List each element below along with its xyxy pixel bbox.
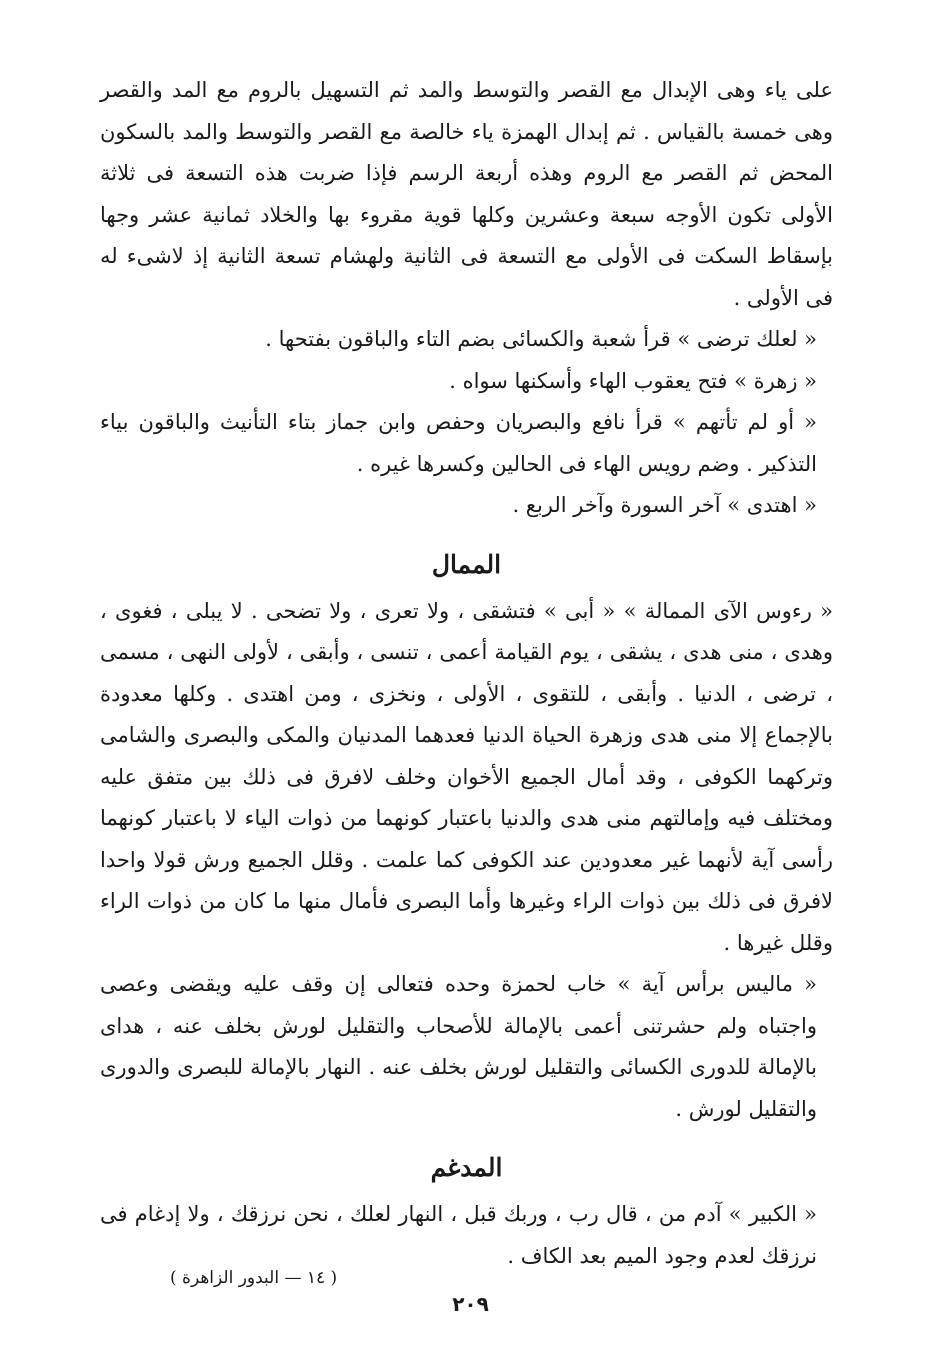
section-heading-mudgham: المدغم — [430, 1153, 503, 1182]
paragraph-malays: « ماليس برأس آية » خاب لحمزة وحده فتعالى إن وقف عليه ويقضى وعصى واجتباه ولم حشرتنى أعمى بالإمالة للأصحاب والتقليل لورش بخلف عنه ، هداى بالإمالة للدورى الكسائى والتقليل لورش بخلف عنه . النهار بالإمالة للبصرى والدورى والتقليل لورش . — [100, 972, 817, 1121]
paragraph-intro: على ياء وهى الإبدال مع القصر والتوسط والمد ثم التسهيل بالروم مع المد والقصر وهى خمسة بالقياس . ثم إبدال الهمزة ياء خالصة مع القصر والتوسط والمد بالسكون المحض ثم القصر مع الروم وهذه أربعة الرسم فإذا ضربت هذه التسعة فى ثلاثة الأولى تكون الأوجه سبعة وعشرين وكلها قوية مقروء بها والخلاد ثمانية عشر وجها بإسقاط السكت فى الأولى مع التسعة فى الثانية ولهشام تسعة الثانية إذ لاشىء له فى الأولى . — [100, 78, 833, 310]
paragraph-awlam: « أو لم تأتهم » قرأ نافع والبصريان وحفص وابن جماز بتاء التأنيث والباقون بياء التذكير . وضم رويس الهاء فى الحالين وكسرها غيره . — [100, 410, 818, 476]
paragraph-kabir: « الكبير » آدم من ، قال رب ، وربك قبل ، النهار لعلك ، نحن نرزقك ، ولا إدغام فى نرزقك لعدم وجود الميم بعد الكاف . — [100, 1202, 817, 1268]
footer-signature: ( ١٤ — البدور الزاهرة ) — [170, 1268, 338, 1288]
paragraph-ihtada: « اهتدى » آخر السورة وآخر الربع . — [512, 493, 817, 517]
paragraph-zahra: « زهرة » فتح يعقوب الهاء وأسكنها سواه . — [449, 368, 817, 393]
paragraph-ruus-alay: « رءوس الآى الممالة » « أبى » فتشقى ، ولا تعرى ، ولا تضحى . لا يبلى ، فغوى ، وهدى ، منى هدى ، يشقى ، يوم القيامة أعمى ، تنسى ، وأبقى ، لأولى النهى ، مسمى ، ترضى ، الدنيا . وأبقى ، للتقوى ، الأولى ، ونخزى ، ومن اهتدى . وكلها معدودة بالإجماع إلا منى هدى وزهرة الحياة الدنيا فعدهما المدنيان والمكى والبصرى والشامى وتركهما الكوفى ، وقد أمال الجميع الأخوان وخلف لافرق فى ذلك بين متفق عليه ومختلف فيه وإمالتهم منى هدى والدنيا باعتبار كونهما من ذوات الياء لا باعتبار كونهما رأسى آية لأنهما غير معدودين عند الكوفى كما علمت . وقلل الجميع ورش قولا واحدا لافرق فى ذلك بين ذوات الراء وغيرها وأما البصرى فأمال منها ما كان من ذوات الراء وقلل غيرها . — [100, 598, 833, 955]
paragraph-laallaka: « لعلك ترضى » قرأ شعبة والكسائى بضم التاء والباقون بفتحها . — [265, 327, 817, 351]
page-number: ٢٠٩ — [452, 1292, 489, 1316]
section-heading-mamal: الممال — [431, 549, 502, 579]
